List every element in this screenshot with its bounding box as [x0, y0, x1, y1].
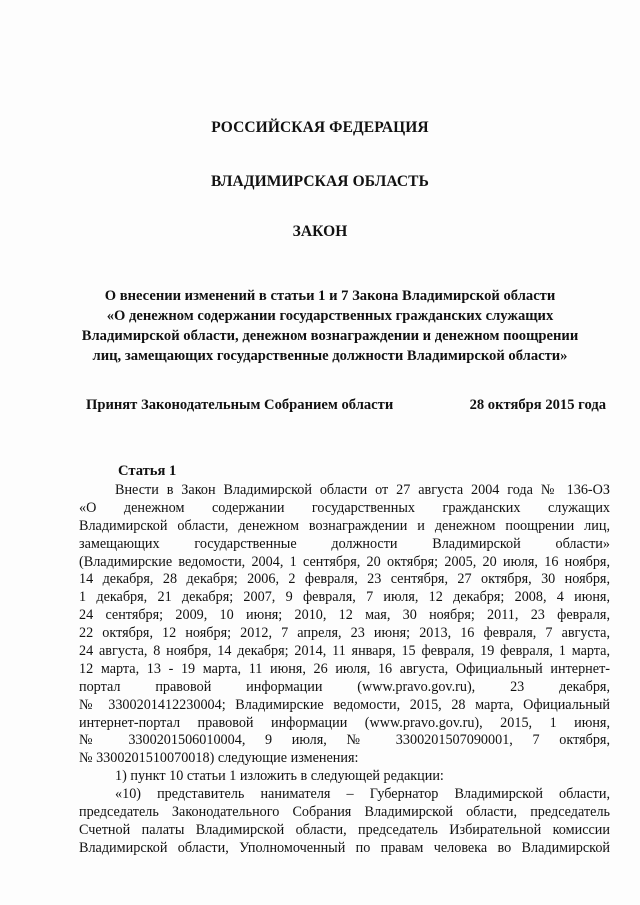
- body-line: 12 марта, 13 - 19 марта, 11 июня, 26 июля, 16 августа, Официальный интернет-: [79, 660, 610, 677]
- country-heading: РОССИЙСКАЯ ФЕДЕРАЦИЯ: [211, 119, 429, 136]
- law-title-line: «О денежном содержании государственных гражданских служащих: [106, 308, 554, 324]
- adopted-by: Принят Законодательным Собранием области: [86, 397, 394, 413]
- adoption-date: 28 октября 2015 года: [469, 397, 606, 413]
- law-title-line: Владимирской области, денежном вознаграждении и денежном поощрении: [81, 328, 579, 344]
- body-line: 14 декабря, 28 декабря; 2006, 2 февраля, 23 сентября, 27 октября, 30 ноября,: [79, 571, 610, 588]
- body-line: Счетной палаты Владимирской области, председатель Избирательной комиссии: [79, 821, 610, 838]
- body-line: № 3300201510070018) следующие изменения:: [79, 750, 359, 767]
- body-line: 24 августа, 8 ноября, 14 декабря; 2014, 11 января, 15 февраля, 19 февраля, 1 марта,: [79, 643, 610, 660]
- body-line: портал правовой информации (www.pravo.gov.ru), 23 декабря,: [79, 678, 610, 695]
- law-title: [70, 286, 590, 366]
- body-line: 22 октября, 12 ноября; 2012, 7 апреля, 23 июня; 2013, 16 февраля, 7 августа,: [79, 625, 610, 642]
- article-body: [79, 482, 610, 858]
- body-line: (Владимирские ведомости, 2004, 1 сентября, 20 октября; 2005, 20 июля, 16 ноября,: [79, 553, 610, 570]
- body-line: 1) пункт 10 статьи 1 изложить в следующей редакции:: [115, 768, 444, 785]
- body-line: «О денежном содержании государственных гражданских служащих: [79, 499, 610, 516]
- body-line: Внести в Закон Владимирской области от 27 августа 2004 года № 136-ОЗ: [115, 482, 610, 498]
- body-line: Владимирской области, денежном вознаграждении и денежном поощрении лиц,: [79, 517, 610, 534]
- body-line: интернет-портал правовой информации (www.pravo.gov.ru), 2015, 1 июня,: [79, 714, 610, 731]
- doc-type-heading: ЗАКОН: [292, 223, 348, 240]
- law-title-line: лиц, замещающих государственные должности Владимирской области»: [92, 348, 568, 364]
- body-line: № 3300201506010004, 9 июля, № 3300201507090001, 7 октября,: [79, 732, 610, 749]
- article-heading: Статья 1: [118, 463, 177, 479]
- body-line: 1 декабря, 21 декабря; 2007, 9 февраля, 7 июля, 12 декабря; 2008, 4 июня,: [79, 589, 610, 606]
- body-line: «10) представитель нанимателя – Губернатор Владимирской области,: [115, 786, 610, 803]
- body-line: 24 сентября; 2009, 10 июня; 2010, 12 мая, 30 ноября; 2011, 23 февраля,: [79, 607, 610, 624]
- body-line: Владимирской области, Уполномоченный по правам человека во Владимирской: [79, 839, 610, 856]
- region-heading: ВЛАДИМИРСКАЯ ОБЛАСТЬ: [211, 173, 429, 190]
- adoption-line: [86, 397, 606, 414]
- body-line: замещающих государственные должности Владимирской области»: [79, 535, 610, 552]
- body-line: председатель Законодательного Собрания Владимирской области, председатель: [79, 804, 610, 821]
- body-line: № 3300201412230004; Владимирские ведомости, 2015, 28 марта, Официальный: [79, 696, 610, 713]
- law-title-line: О внесении изменений в статьи 1 и 7 Закона Владимирской области: [104, 288, 556, 304]
